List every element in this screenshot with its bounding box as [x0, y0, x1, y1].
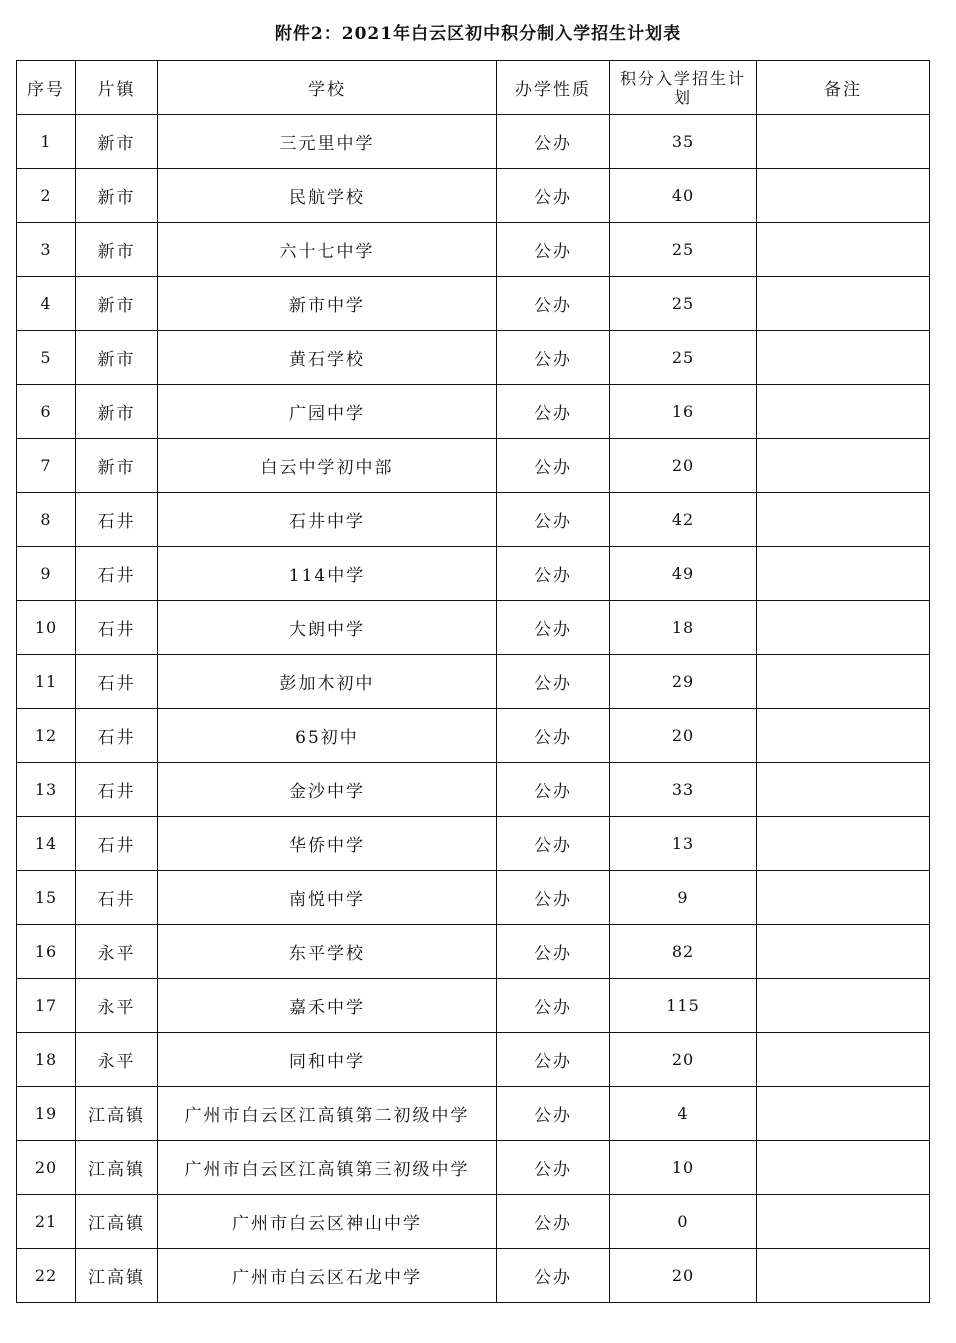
table-row — [17, 223, 930, 277]
row-plan: 25 — [610, 223, 757, 277]
row-remark — [757, 385, 930, 439]
row-town: 新市 — [76, 169, 158, 223]
row-no: 3 — [17, 223, 76, 277]
row-town: 新市 — [76, 331, 158, 385]
row-no: 13 — [17, 763, 76, 817]
row-nature: 公办 — [497, 1141, 610, 1195]
row-nature: 公办 — [497, 1195, 610, 1249]
row-no: 9 — [17, 547, 76, 601]
row-remark — [757, 601, 930, 655]
row-no: 12 — [17, 709, 76, 763]
row-plan: 16 — [610, 385, 757, 439]
header-remark: 备注 — [757, 61, 930, 115]
table-row — [17, 385, 930, 439]
table-header-row — [17, 61, 930, 115]
row-plan: 0 — [610, 1195, 757, 1249]
row-remark — [757, 277, 930, 331]
row-town: 永平 — [76, 925, 158, 979]
row-remark — [757, 169, 930, 223]
table-row — [17, 709, 930, 763]
row-town: 新市 — [76, 115, 158, 169]
row-school: 广州市白云区石龙中学 — [158, 1249, 497, 1303]
row-town: 石井 — [76, 763, 158, 817]
row-nature: 公办 — [497, 871, 610, 925]
row-nature: 公办 — [497, 385, 610, 439]
row-school: 广州市白云区江高镇第二初级中学 — [158, 1087, 497, 1141]
row-nature: 公办 — [497, 169, 610, 223]
header-nature: 办学性质 — [497, 61, 610, 115]
row-school: 民航学校 — [158, 169, 497, 223]
row-plan: 42 — [610, 493, 757, 547]
table-row — [17, 439, 930, 493]
row-no: 11 — [17, 655, 76, 709]
header-town: 片镇 — [76, 61, 158, 115]
table-row — [17, 979, 930, 1033]
row-plan: 20 — [610, 1249, 757, 1303]
row-nature: 公办 — [497, 1087, 610, 1141]
table-row — [17, 547, 930, 601]
row-nature: 公办 — [497, 493, 610, 547]
row-nature: 公办 — [497, 223, 610, 277]
row-remark — [757, 115, 930, 169]
row-school: 嘉禾中学 — [158, 979, 497, 1033]
row-remark — [757, 1033, 930, 1087]
table-row — [17, 1033, 930, 1087]
row-town: 石井 — [76, 547, 158, 601]
row-town: 江高镇 — [76, 1195, 158, 1249]
table-row — [17, 1195, 930, 1249]
row-no: 10 — [17, 601, 76, 655]
row-remark — [757, 1195, 930, 1249]
row-nature: 公办 — [497, 439, 610, 493]
row-no: 5 — [17, 331, 76, 385]
row-remark — [757, 547, 930, 601]
enrollment-plan-table — [16, 60, 930, 1303]
row-school: 六十七中学 — [158, 223, 497, 277]
row-nature: 公办 — [497, 115, 610, 169]
table-row — [17, 871, 930, 925]
row-school: 广州市白云区江高镇第三初级中学 — [158, 1141, 497, 1195]
table-row — [17, 1087, 930, 1141]
document-title: 附件2：2021年白云区初中积分制入学招生计划表 — [274, 24, 682, 44]
row-plan: 82 — [610, 925, 757, 979]
row-no: 2 — [17, 169, 76, 223]
row-remark — [757, 871, 930, 925]
row-no: 21 — [17, 1195, 76, 1249]
row-nature: 公办 — [497, 1033, 610, 1087]
row-remark — [757, 331, 930, 385]
row-plan: 25 — [610, 277, 757, 331]
row-no: 18 — [17, 1033, 76, 1087]
header-no: 序号 — [17, 61, 76, 115]
table-row — [17, 1141, 930, 1195]
row-school: 南悦中学 — [158, 871, 497, 925]
row-plan: 25 — [610, 331, 757, 385]
row-nature: 公办 — [497, 925, 610, 979]
row-school: 同和中学 — [158, 1033, 497, 1087]
table-row — [17, 277, 930, 331]
row-nature: 公办 — [497, 277, 610, 331]
row-plan: 4 — [610, 1087, 757, 1141]
row-no: 8 — [17, 493, 76, 547]
row-nature: 公办 — [497, 655, 610, 709]
row-plan: 20 — [610, 709, 757, 763]
row-school: 石井中学 — [158, 493, 497, 547]
table-row — [17, 115, 930, 169]
row-remark — [757, 817, 930, 871]
row-remark — [757, 493, 930, 547]
row-town: 石井 — [76, 871, 158, 925]
row-no: 17 — [17, 979, 76, 1033]
row-plan: 9 — [610, 871, 757, 925]
row-nature: 公办 — [497, 547, 610, 601]
row-nature: 公办 — [497, 709, 610, 763]
row-plan: 35 — [610, 115, 757, 169]
row-school: 白云中学初中部 — [158, 439, 497, 493]
row-school: 65初中 — [158, 709, 497, 763]
row-school: 东平学校 — [158, 925, 497, 979]
row-remark — [757, 763, 930, 817]
row-plan: 49 — [610, 547, 757, 601]
row-town: 石井 — [76, 493, 158, 547]
header-school: 学校 — [158, 61, 497, 115]
row-school: 大朗中学 — [158, 601, 497, 655]
row-remark — [757, 655, 930, 709]
row-no: 19 — [17, 1087, 76, 1141]
table-row — [17, 601, 930, 655]
row-school: 114中学 — [158, 547, 497, 601]
row-no: 6 — [17, 385, 76, 439]
row-town: 石井 — [76, 817, 158, 871]
row-town: 江高镇 — [76, 1141, 158, 1195]
row-town: 永平 — [76, 1033, 158, 1087]
row-remark — [757, 439, 930, 493]
row-remark — [757, 709, 930, 763]
row-town: 石井 — [76, 655, 158, 709]
row-plan: 20 — [610, 1033, 757, 1087]
table-row — [17, 655, 930, 709]
row-plan: 13 — [610, 817, 757, 871]
row-town: 永平 — [76, 979, 158, 1033]
row-no: 20 — [17, 1141, 76, 1195]
row-remark — [757, 223, 930, 277]
table-row — [17, 817, 930, 871]
row-school: 广园中学 — [158, 385, 497, 439]
row-town: 新市 — [76, 277, 158, 331]
row-town: 江高镇 — [76, 1249, 158, 1303]
row-no: 16 — [17, 925, 76, 979]
row-remark — [757, 1249, 930, 1303]
row-nature: 公办 — [497, 979, 610, 1033]
row-no: 4 — [17, 277, 76, 331]
row-school: 金沙中学 — [158, 763, 497, 817]
row-nature: 公办 — [497, 763, 610, 817]
row-school: 黄石学校 — [158, 331, 497, 385]
row-nature: 公办 — [497, 1249, 610, 1303]
table-row — [17, 331, 930, 385]
table-row — [17, 493, 930, 547]
table-row — [17, 169, 930, 223]
row-plan: 40 — [610, 169, 757, 223]
table-row — [17, 925, 930, 979]
row-town: 石井 — [76, 709, 158, 763]
row-no: 1 — [17, 115, 76, 169]
row-plan: 29 — [610, 655, 757, 709]
row-nature: 公办 — [497, 331, 610, 385]
row-school: 三元里中学 — [158, 115, 497, 169]
row-town: 石井 — [76, 601, 158, 655]
row-school: 新市中学 — [158, 277, 497, 331]
row-nature: 公办 — [497, 817, 610, 871]
table-row — [17, 763, 930, 817]
row-town: 江高镇 — [76, 1087, 158, 1141]
row-school: 广州市白云区神山中学 — [158, 1195, 497, 1249]
table-row — [17, 1249, 930, 1303]
row-remark — [757, 925, 930, 979]
row-remark — [757, 1087, 930, 1141]
row-plan: 18 — [610, 601, 757, 655]
row-plan: 33 — [610, 763, 757, 817]
row-plan: 10 — [610, 1141, 757, 1195]
row-remark — [757, 1141, 930, 1195]
row-town: 新市 — [76, 385, 158, 439]
row-plan: 20 — [610, 439, 757, 493]
row-no: 15 — [17, 871, 76, 925]
row-no: 22 — [17, 1249, 76, 1303]
row-no: 14 — [17, 817, 76, 871]
row-town: 新市 — [76, 223, 158, 277]
row-school: 华侨中学 — [158, 817, 497, 871]
row-remark — [757, 979, 930, 1033]
row-no: 7 — [17, 439, 76, 493]
row-nature: 公办 — [497, 601, 610, 655]
row-school: 彭加木初中 — [158, 655, 497, 709]
header-plan: 积分入学招生计划 — [610, 61, 757, 115]
row-plan: 115 — [610, 979, 757, 1033]
row-town: 新市 — [76, 439, 158, 493]
